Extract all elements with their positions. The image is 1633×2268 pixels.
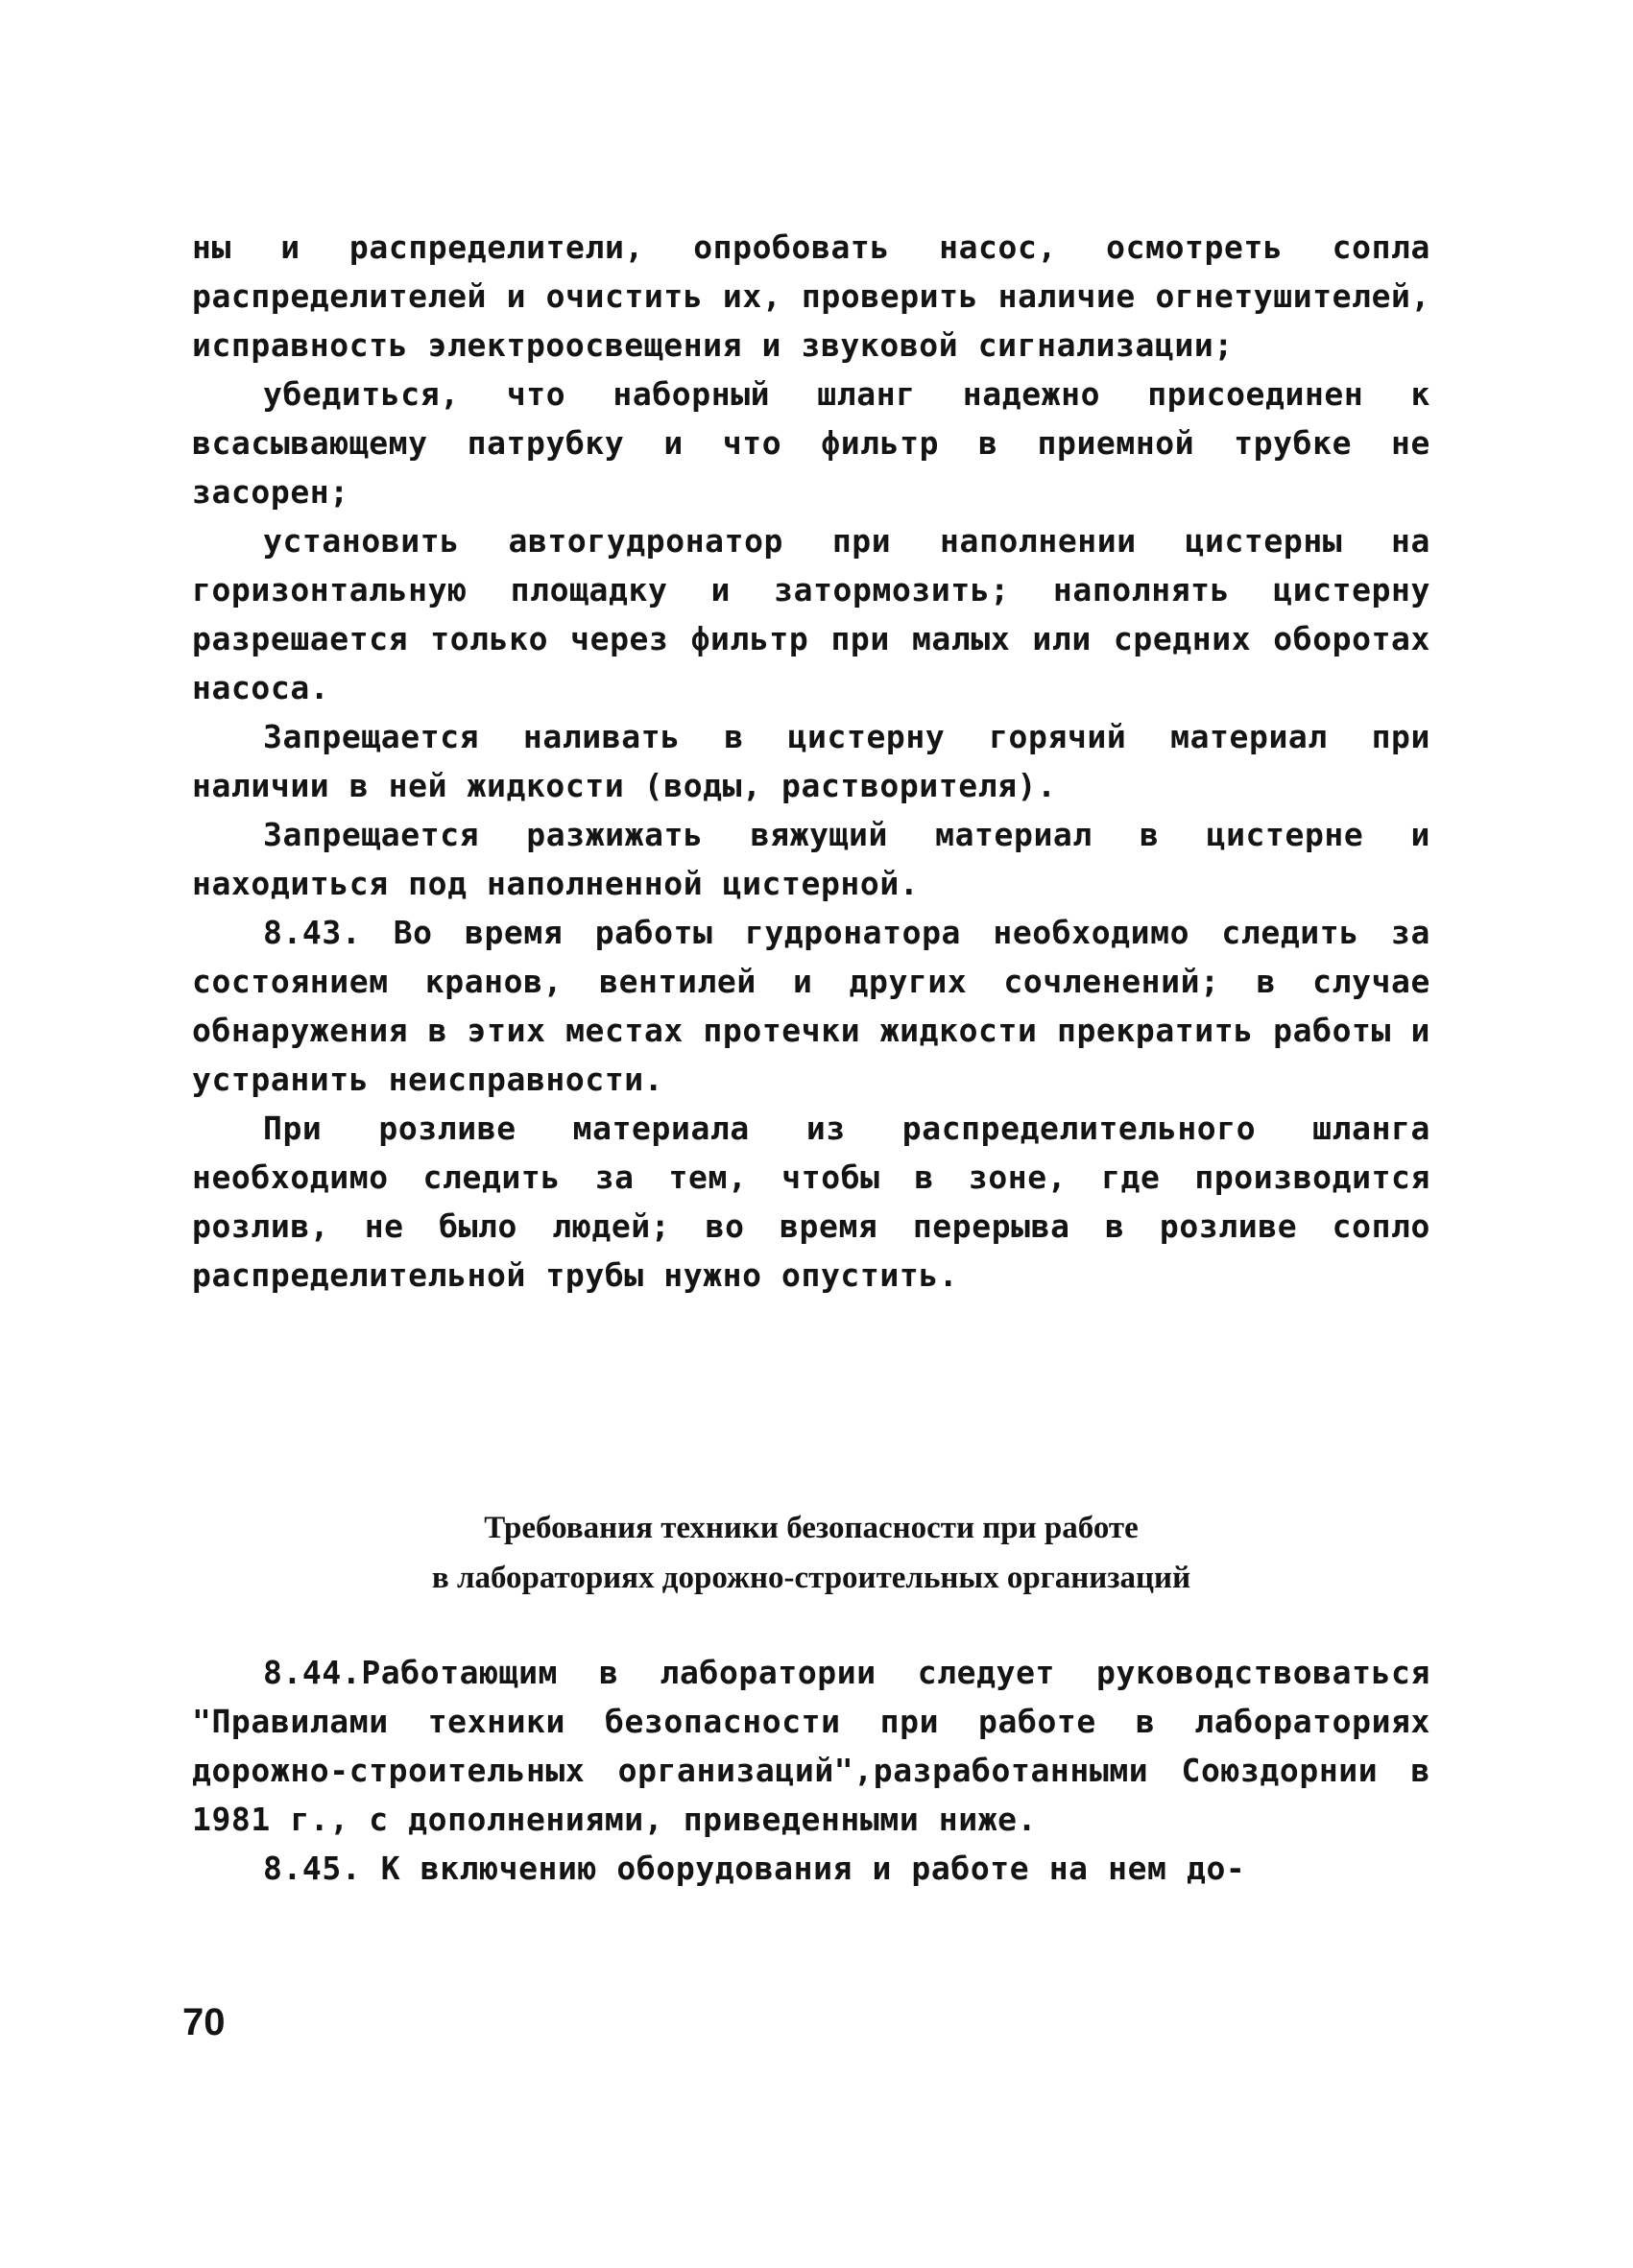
paragraph-9: 8.45. К включению оборудования и работе на нем до- bbox=[263, 1850, 1246, 1887]
body-text-top bbox=[192, 223, 1430, 1300]
paragraph-6: 8.43. Во время работы гудронатора необходимо следить за состоянием кранов, вентилей и других сочленений; в случае обнаружения в этих местах протечки жидкости прекратить работы и устранить неисправности. bbox=[192, 914, 1430, 1098]
section-heading bbox=[192, 1503, 1430, 1603]
paragraph-7: При розливе материала из распределительного шланга необходимо следить за тем, чтобы в зоне, где производится розлив, не было людей; во время перерыва в розливе сопло распределительной трубы нужно опустить. bbox=[192, 1110, 1430, 1294]
body-text-bottom bbox=[192, 1648, 1430, 1893]
paragraph-2: убедиться, что наборный шланг надежно присоединен к всасывающему патрубку и что фильтр в приемной трубке не засорен; bbox=[192, 375, 1430, 511]
paragraph-5: Запрещается разжижать вяжущий материал в цистерне и находиться под наполненной цистерной. bbox=[192, 816, 1430, 902]
section-heading-line-1: Требования техники безопасности при работе bbox=[484, 1511, 1139, 1545]
paragraph-3: установить автогудронатор при наполнении цистерны на горизонтальную площадку и затормозить; наполнять цистерну разрешается только через фильтр при малых или средних оборотах насоса. bbox=[192, 522, 1430, 706]
page-number: 70 bbox=[182, 2001, 226, 2043]
paragraph-1: ны и распределители, опробовать насос, осмотреть сопла распределителей и очистить их, проверить наличие огнетушителей, исправность электроосвещения и звуковой сигнализации; bbox=[192, 228, 1430, 364]
section-heading-line-2: в лабораториях дорожно-строительных организаций bbox=[431, 1561, 1191, 1595]
paragraph-8: 8.44.Работающим в лаборатории следует руководствоваться "Правилами техники безопасности при работе в лабораториях дорожно-строительных организаций",разработанными Союздорнии в 1981 г., с дополнениями, приведенными ниже. bbox=[192, 1654, 1430, 1838]
paragraph-4: Запрещается наливать в цистерну горячий материал при наличии в ней жидкости (воды, растворителя). bbox=[192, 718, 1430, 804]
